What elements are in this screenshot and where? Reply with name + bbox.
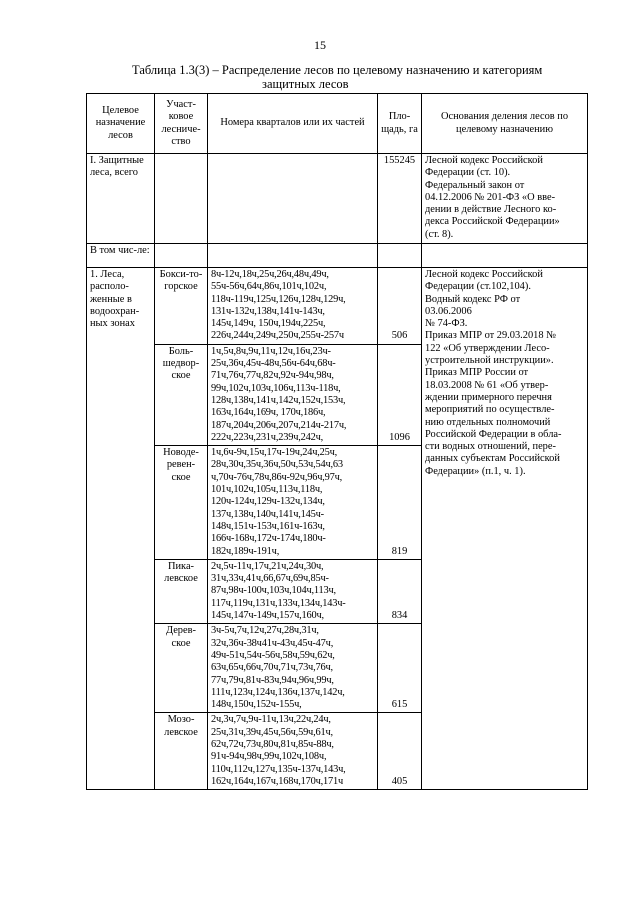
quarters-line: 25ч,36ч,45ч-48ч,56ч-64ч,68ч- <box>211 358 336 370</box>
basis-line: Федерации (ст. 10). <box>425 167 511 179</box>
quarters-line: 2ч,5ч-11ч,17ч,21ч,24ч,30ч, <box>211 560 324 572</box>
forestry-name: Мозо-левское <box>155 713 208 790</box>
basis-line: Лесной кодекс Российской <box>425 155 543 166</box>
basis-line: устроительной инструкции». <box>425 355 554 367</box>
quarters-line: 63ч,65ч,66ч,70ч,71ч,73ч,76ч, <box>211 662 333 674</box>
basis-line: Федеральный закон от <box>425 179 525 191</box>
basis-line: Федерации (ст.102,104). <box>425 281 531 293</box>
total-basis <box>422 154 588 244</box>
total-purpose: I. Защитные леса, всего <box>87 154 155 244</box>
quarters-line: 55ч-56ч,64ч,86ч,101ч,102ч, <box>211 281 327 293</box>
basis-line: дении в действие Лесного ко- <box>425 204 557 216</box>
quarters-line: 87ч,98ч-100ч,103ч,104ч,113ч, <box>211 585 336 597</box>
header-forestry: Участ-ковое лесниче-ство <box>155 94 208 154</box>
quarters-line: 111ч,123ч,124ч,136ч,137ч,142ч, <box>211 686 345 698</box>
area-value: 834 <box>378 559 422 623</box>
header-basis: Основания деления лесов по целевому назначению <box>422 94 588 154</box>
forestry-name: Новоде-ревен-ское <box>155 446 208 560</box>
basis-line: нию отдельных полномочий <box>425 416 551 428</box>
quarters-line: 187ч,204ч,206ч,207ч,214ч-217ч, <box>211 419 347 431</box>
forest-distribution-table <box>86 93 588 790</box>
area-value: 1096 <box>378 344 422 445</box>
quarters-line: 166ч-168ч,172ч-174ч,180ч- <box>211 533 326 545</box>
quarters-line: ч,70ч-76ч,78ч,86ч-92ч,96ч,97ч, <box>211 471 343 483</box>
quarters-line: 148ч,150ч,152ч-155ч, <box>211 699 302 711</box>
quarters-list <box>208 559 378 623</box>
quarters-line: 131ч-132ч,138ч,141ч-143ч, <box>211 305 325 317</box>
page-number: 15 <box>314 38 326 52</box>
quarters-line: 99ч,102ч,103ч,106ч,113ч-118ч, <box>211 382 341 394</box>
basis-line: данных субъектам Российской <box>425 453 560 465</box>
basis-line: 122 «Об утверждении Лесо- <box>425 342 550 354</box>
table-caption <box>132 63 562 91</box>
quarters-line: 222ч,223ч,231ч,239ч,242ч, <box>211 431 324 443</box>
quarters-line: 163ч,164ч,169ч, 170ч,186ч, <box>211 407 326 419</box>
basis-line: сти водных отношений, пере- <box>425 441 556 453</box>
quarters-list <box>208 268 378 345</box>
header-purpose: Целевое назначение лесов <box>87 94 155 154</box>
forestry-name: Пика-левское <box>155 559 208 623</box>
quarters-line: 32ч,36ч-38ч41ч-43ч,45ч-47ч, <box>211 637 334 649</box>
quarters-line: 62ч,72ч,73ч,80ч,81ч,85ч-88ч, <box>211 738 334 750</box>
total-quarters <box>208 154 378 244</box>
basis-line: Приказ МПР от 29.03.2018 № <box>425 330 557 342</box>
total-area: 155245 <box>378 154 422 244</box>
forestry-name: Боль-шедвор-ское <box>155 344 208 445</box>
basis-line: декса Российской Федерации» <box>425 216 560 228</box>
basis-line: ждении примерного перечня <box>425 391 552 403</box>
quarters-line: 137ч,138ч,140ч,141ч,145ч- <box>211 508 324 520</box>
quarters-line: 49ч-51ч,54ч-56ч,58ч,59ч,62ч, <box>211 649 335 661</box>
group-purpose: 1. Леса, располо-женные в водоохран-ных зонах <box>87 268 155 790</box>
caption-line-1: Таблица 1.3(3) – Распределение лесов по целевому назначению и категориям <box>132 63 543 77</box>
table-row-including <box>87 244 588 268</box>
quarters-line: 25ч,31ч,39ч,45ч,56ч,59ч,61ч, <box>211 726 333 738</box>
including-forestry <box>155 244 208 268</box>
quarters-line: 148ч,151ч-153ч,161ч-163ч, <box>211 520 325 532</box>
quarters-line: 3ч-5ч,7ч,12ч,27ч,28ч,31ч, <box>211 625 319 637</box>
quarters-line: 182ч,189ч-191ч, <box>211 545 280 557</box>
quarters-line: 28ч,30ч,35ч,36ч,50ч,53ч,54ч,63 <box>211 459 343 471</box>
total-forestry <box>155 154 208 244</box>
quarters-list <box>208 446 378 560</box>
quarters-line: 145ч,147ч-149ч,157ч,160ч, <box>211 610 324 622</box>
quarters-line: 117ч,119ч,131ч,133ч,134ч,143ч- <box>211 597 346 609</box>
quarters-list <box>208 344 378 445</box>
including-quarters <box>208 244 378 268</box>
quarters-line: 1ч,5ч,8ч,9ч,11ч,12ч,16ч,23ч- <box>211 345 331 357</box>
forestry-name: Дерев-ское <box>155 624 208 713</box>
quarters-line: 101ч,102ч,105ч,113ч,118ч, <box>211 484 323 496</box>
table-row-total <box>87 154 588 244</box>
quarters-line: 120ч-124ч,129ч-132ч,134ч, <box>211 496 325 508</box>
basis-line: № 74-ФЗ. <box>425 318 468 330</box>
basis-line: Российской Федерации в обла- <box>425 428 562 440</box>
header-quarters: Номера кварталов или их частей <box>208 94 378 154</box>
quarters-line: 1ч,6ч-9ч,15ч,17ч-19ч,24ч,25ч, <box>211 447 338 459</box>
basis-line: Приказ МПР России от <box>425 367 529 379</box>
quarters-line: 2ч,3ч,7ч,9ч-11ч,13ч,22ч,24ч, <box>211 714 331 726</box>
area-value: 506 <box>378 268 422 345</box>
quarters-list <box>208 624 378 713</box>
including-basis <box>422 244 588 268</box>
quarters-line: 162ч,164ч,167ч,168ч,170ч,171ч <box>211 775 344 787</box>
quarters-line: 77ч,79ч,81ч-83ч,94ч,96ч,99ч, <box>211 674 334 686</box>
basis-line: Водный кодекс РФ от <box>425 293 521 305</box>
basis-line: 18.03.2008 № 61 «Об утвер- <box>425 379 549 391</box>
group-basis <box>422 268 588 790</box>
quarters-line: 8ч-12ч,18ч,25ч,26ч,48ч,49ч, <box>211 269 329 280</box>
quarters-line: 71ч,76ч,77ч,82ч,92ч-94ч,98ч, <box>211 370 334 382</box>
basis-line: мероприятий по осуществле- <box>425 404 555 416</box>
including-label: В том чис-ле: <box>87 244 155 268</box>
caption-line-2: защитных лесов <box>262 77 349 91</box>
quarters-line: 128ч,138ч,141ч,142ч,152ч,153ч, <box>211 394 346 406</box>
quarters-line: 91ч-94ч,98ч,99ч,102ч,108ч, <box>211 751 327 763</box>
quarters-line: 118ч-119ч,125ч,126ч,128ч,129ч, <box>211 293 346 305</box>
quarters-list <box>208 713 378 790</box>
area-value: 405 <box>378 713 422 790</box>
header-area: Пло-щадь, га <box>378 94 422 154</box>
quarters-line: 31ч,33ч,41ч,66,67ч,69ч,85ч- <box>211 573 329 585</box>
area-value: 615 <box>378 624 422 713</box>
basis-line: 03.06.2006 <box>425 305 472 317</box>
basis-line: (ст. 8). <box>425 228 454 240</box>
including-area <box>378 244 422 268</box>
basis-line: Федерации» (п.1, ч. 1). <box>425 465 526 477</box>
forestry-name: Бокси-то-горское <box>155 268 208 345</box>
area-value: 819 <box>378 446 422 560</box>
quarters-line: 110ч,112ч,127ч,135ч-137ч,143ч, <box>211 763 346 775</box>
basis-line: 04.12.2006 № 201-ФЗ «О вве- <box>425 191 556 203</box>
basis-line: Лесной кодекс Российской <box>425 269 543 280</box>
quarters-line: 226ч,244ч,249ч,250ч,255ч-257ч <box>211 330 344 342</box>
table-row-forestry <box>87 268 588 345</box>
table-header-row <box>87 94 588 154</box>
quarters-line: 145ч,149ч, 150ч,194ч,225ч, <box>211 318 326 330</box>
